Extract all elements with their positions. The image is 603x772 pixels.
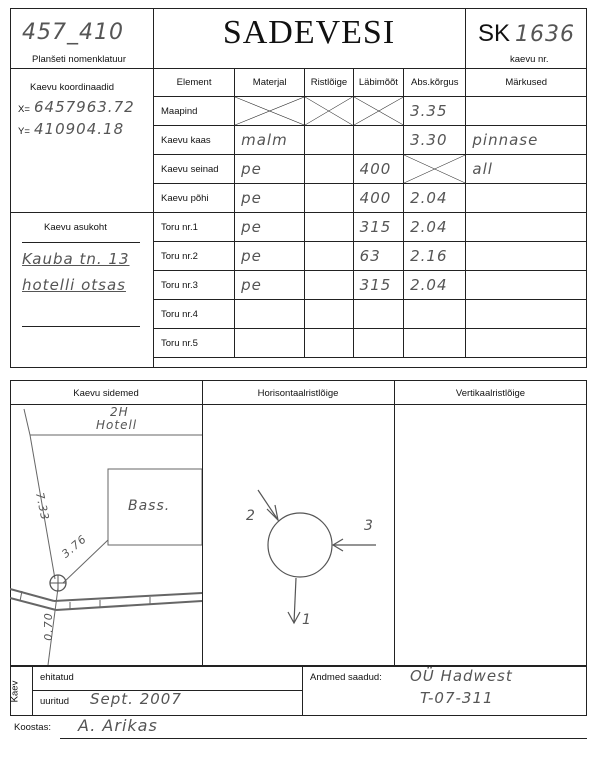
cell-value-materjal: pe — [241, 247, 262, 265]
cell-value-materjal: pe — [241, 276, 262, 294]
coord-x-value: 6457963.72 — [34, 98, 135, 116]
cell-markused — [466, 271, 587, 300]
well-number-value: 1636 — [515, 22, 575, 47]
cell-abs — [404, 300, 466, 329]
cell-labimoot — [353, 97, 403, 126]
cell-element: Toru nr.4 — [154, 300, 235, 329]
cell-ristloige — [305, 97, 353, 126]
cell-value-labimoot: 315 — [359, 276, 392, 294]
location-line2: hotelli otsas — [22, 276, 126, 294]
cell-abs — [404, 184, 466, 213]
cell-value-abs: 2.04 — [410, 189, 448, 207]
cell-materjal — [235, 184, 305, 213]
cell-value-materjal — [235, 305, 241, 323]
koostas-label: Koostas: — [14, 722, 51, 733]
cell-markused — [466, 126, 587, 155]
cell-ristloige — [305, 300, 353, 329]
coord-x-label: X= — [18, 104, 30, 115]
cell-labimoot — [353, 300, 403, 329]
manhole-symbol — [50, 575, 66, 591]
panel-title-horisontaal: Horisontaalristlõige — [257, 388, 339, 399]
cell-markused — [466, 213, 587, 242]
cell-labimoot — [353, 329, 403, 358]
cell-ristloige — [305, 271, 353, 300]
cell-value-abs: 2.04 — [410, 218, 448, 236]
table-row — [154, 126, 587, 155]
cell-labimoot — [353, 213, 403, 242]
well-number-label: kaevu nr. — [510, 54, 549, 65]
cell-value-materjal — [235, 334, 241, 352]
pipe-label-3: 3 — [364, 518, 374, 534]
table-row — [154, 155, 587, 184]
sheet-number-value: 457_410 — [22, 20, 124, 45]
cell-value-abs: 2.16 — [410, 247, 448, 265]
column-header-labimoot: Läbimõõt — [353, 69, 403, 97]
cell-element: Maapind — [154, 97, 235, 126]
cell-value-abs — [404, 305, 410, 323]
cell-element: Toru nr.2 — [154, 242, 235, 271]
cell-value-ristloige — [305, 189, 311, 207]
cell-element: Toru nr.5 — [154, 329, 235, 358]
dim-label-2: 3.76 — [59, 532, 90, 561]
table-row — [154, 329, 587, 358]
cell-labimoot — [353, 184, 403, 213]
dim-label-1: 7.33 — [32, 491, 52, 522]
cell-value-labimoot — [354, 334, 360, 352]
table-row — [154, 271, 587, 300]
cell-value-markused — [466, 218, 472, 236]
cell-element: Kaevu kaas — [154, 126, 235, 155]
divider — [32, 666, 33, 716]
cell-value-abs — [404, 334, 410, 352]
column-header-abs: Abs.kõrgus — [404, 69, 466, 97]
cell-element: Kaevu põhi — [154, 184, 235, 213]
cell-value-ristloige — [305, 131, 311, 149]
cell-value-ristloige — [305, 276, 311, 294]
well-elements-table — [153, 68, 587, 358]
cell-labimoot — [353, 126, 403, 155]
cell-ristloige — [305, 126, 353, 155]
cell-abs — [404, 329, 466, 358]
column-header-element: Element — [154, 69, 235, 97]
cell-abs — [404, 97, 466, 126]
cell-value-markused — [466, 189, 472, 207]
cell-ristloige — [305, 155, 353, 184]
sheet-number-label: Planšeti nomenklatuur — [32, 54, 126, 65]
column-header-markused: Märkused — [466, 69, 587, 97]
pool-label: Bass. — [128, 498, 171, 514]
underline — [60, 738, 587, 739]
cell-value-abs: 3.30 — [410, 131, 448, 149]
cell-value-ristloige — [305, 334, 311, 352]
uuritud-label: uuritud — [40, 696, 70, 707]
cell-abs — [404, 242, 466, 271]
column-header-materjal: Materjal — [235, 69, 305, 97]
cell-materjal — [235, 300, 305, 329]
andmed-value-1: OÜ Hadwest — [410, 667, 513, 685]
cell-materjal — [235, 97, 305, 126]
cell-ristloige — [305, 242, 353, 271]
cell-value-abs: 3.35 — [410, 102, 448, 120]
cell-abs — [404, 271, 466, 300]
cell-materjal — [235, 213, 305, 242]
pipe-label-2: 2 — [246, 508, 256, 524]
cell-ristloige — [305, 213, 353, 242]
underline — [22, 242, 140, 243]
cell-abs — [404, 126, 466, 155]
divider — [394, 380, 395, 666]
column-header-ristloige: Ristlõige — [305, 69, 353, 97]
cell-materjal — [235, 155, 305, 184]
cell-markused — [466, 300, 587, 329]
cell-value-materjal: pe — [241, 160, 262, 178]
dim-label-3: 0.70 — [41, 612, 55, 641]
cell-value-labimoot: 315 — [359, 218, 392, 236]
table-row — [154, 300, 587, 329]
cell-markused — [466, 184, 587, 213]
table-header-row — [154, 69, 587, 97]
table-row — [154, 97, 587, 126]
cell-value-labimoot: 400 — [359, 160, 392, 178]
ehitatud-label: ehitatud — [40, 672, 74, 683]
divider — [465, 8, 466, 68]
cell-value-markused — [466, 305, 472, 323]
crossed-out-mark — [235, 97, 304, 125]
panel-title-sidemed: Kaevu sidemed — [73, 388, 139, 399]
cell-markused — [466, 329, 587, 358]
cell-markused — [466, 97, 587, 126]
kaev-label: Kaev — [9, 680, 21, 703]
cell-materjal — [235, 271, 305, 300]
cell-value-markused — [466, 334, 472, 352]
crossed-out-mark — [404, 155, 465, 183]
building-label-line1: 2H — [110, 405, 129, 419]
pipe-label-1: 1 — [302, 612, 312, 628]
well-prefix: SK — [478, 20, 511, 47]
location-line1: Kauba tn. 13 — [22, 250, 130, 268]
divider — [10, 212, 154, 213]
cell-value-ristloige — [305, 218, 311, 236]
cell-materjal — [235, 126, 305, 155]
cell-element: Kaevu seinad — [154, 155, 235, 184]
cell-value-markused: all — [472, 160, 493, 178]
cell-labimoot — [353, 271, 403, 300]
cell-markused — [466, 155, 587, 184]
crossed-out-mark — [354, 97, 403, 125]
cell-element: Toru nr.1 — [154, 213, 235, 242]
cell-value-markused — [466, 102, 472, 120]
divider — [302, 666, 303, 716]
table-row — [154, 184, 587, 213]
cell-value-materjal: pe — [241, 189, 262, 207]
cell-value-labimoot: 400 — [359, 189, 392, 207]
underline — [22, 326, 140, 327]
form-title: SADEVESI — [222, 14, 396, 51]
cell-abs — [404, 155, 466, 184]
cell-value-markused — [466, 276, 472, 294]
cell-value-abs: 2.04 — [410, 276, 448, 294]
location-label: Kaevu asukoht — [44, 222, 107, 233]
cell-value-markused — [466, 247, 472, 265]
cell-value-ristloige — [305, 160, 311, 178]
cell-abs — [404, 213, 466, 242]
cell-value-labimoot — [354, 131, 360, 149]
coord-y-label: Y= — [18, 126, 30, 137]
cell-value-ristloige — [305, 305, 311, 323]
cell-labimoot — [353, 242, 403, 271]
coord-y-value: 410904.18 — [34, 120, 125, 138]
cell-ristloige — [305, 329, 353, 358]
crossed-out-mark — [305, 97, 352, 125]
cell-value-labimoot — [354, 305, 360, 323]
cell-value-ristloige — [305, 247, 311, 265]
koostas-value: A. Arikas — [78, 716, 158, 735]
table-row — [154, 213, 587, 242]
panel-title-vertikaal: Vertikaalristlõige — [455, 388, 526, 399]
andmed-value-2: T-07-311 — [420, 689, 494, 707]
cell-ristloige — [305, 184, 353, 213]
building-label-line2: Hotell — [96, 418, 138, 432]
table-row — [154, 242, 587, 271]
uuritud-value: Sept. 2007 — [90, 690, 182, 708]
cell-value-materjal: pe — [241, 218, 262, 236]
horizontal-cross-section — [203, 405, 394, 666]
coords-label: Kaevu koordinaadid — [30, 82, 114, 93]
andmed-label: Andmed saadud: — [310, 672, 382, 683]
cell-element: Toru nr.3 — [154, 271, 235, 300]
cell-materjal — [235, 329, 305, 358]
cell-value-materjal: malm — [241, 131, 288, 149]
cell-value-labimoot: 63 — [359, 247, 381, 265]
cell-value-markused: pinnase — [472, 131, 539, 149]
cell-markused — [466, 242, 587, 271]
cell-materjal — [235, 242, 305, 271]
cell-labimoot — [353, 155, 403, 184]
site-sketch — [10, 405, 202, 666]
